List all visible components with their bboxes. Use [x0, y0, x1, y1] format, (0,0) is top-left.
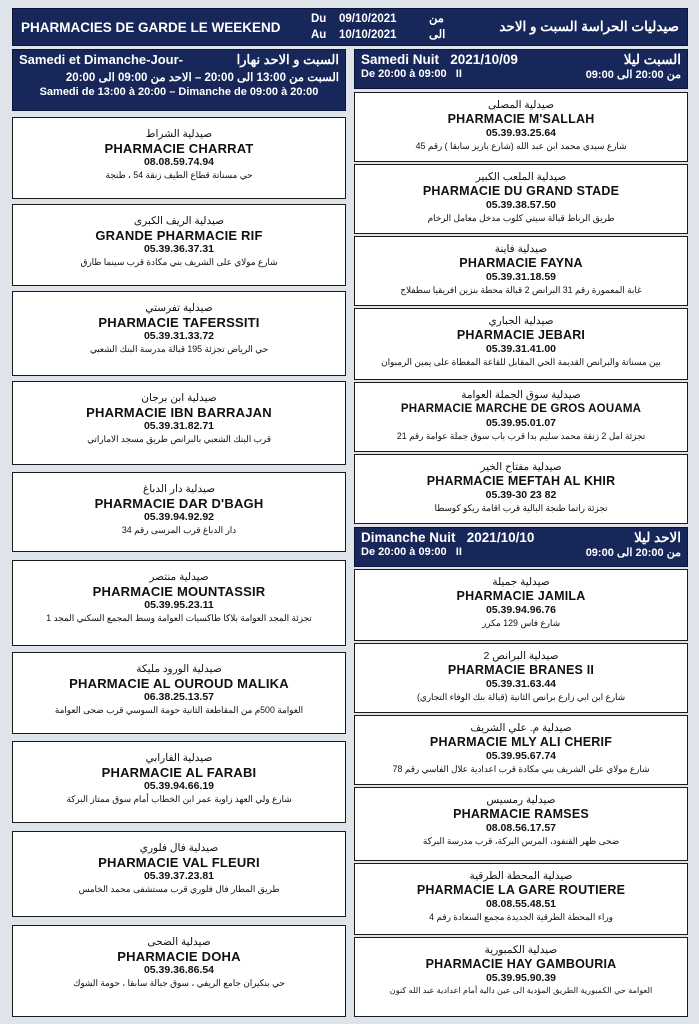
pharmacy-name-fr: PHARMACIE HAY GAMBOURIA: [425, 957, 617, 971]
pharmacy-name-ar: صيدلية ابن برجان: [141, 392, 217, 404]
sat-night-sep: II: [455, 68, 462, 80]
pharmacy-name-fr: PHARMACIE RAMSES: [453, 807, 589, 821]
sat-night-date: 2021/10/09: [450, 52, 518, 67]
pharmacy-card: [354, 236, 688, 306]
pharmacy-card: [12, 117, 346, 199]
pharmacy-card: [12, 560, 346, 646]
pharmacy-card: [354, 937, 688, 1017]
pharmacy-phone: 06.38.25.13.57: [143, 691, 215, 703]
pharmacy-name-ar: صيدلية الشراط: [145, 128, 213, 140]
pharmacy-name-ar: صيدلية مفتاح الخير: [480, 461, 562, 473]
pharmacy-name-ar: صيدلية رمسيس: [486, 794, 556, 806]
sun-night-sep: II: [455, 546, 462, 558]
pharmacy-phone: 05.39.95.90.39: [485, 972, 557, 984]
pharmacy-address: شارع ولي العهد زاوية عمر ابن الخطاب أمام سوق ممتاز البركة: [66, 794, 292, 804]
pharmacy-name-ar: صيدلية الورود مليكة: [136, 663, 222, 675]
pharmacy-phone: 05.39.31.33.72: [143, 330, 215, 342]
sun-night-title-ar: الاحد ليلا: [634, 530, 681, 545]
pharmacy-phone: 05.39.36.86.54: [143, 964, 215, 976]
pharmacy-address: حي الرياض تجزئة 195 قبالة مدرسة البنك الشعبي: [89, 344, 269, 354]
sat-night-title-ar: السبت ليلا: [623, 52, 681, 67]
pharmacy-name-fr: PHARMACIE IBN BARRAJAN: [86, 405, 272, 420]
pharmacy-address: حي بنكيران جامع الريفي ، سوق جبالة سابقا ، حومة الشوك: [73, 978, 285, 988]
pharmacy-address: العوامة حي الكمبورية الطريق المؤدية الى عين دالية أمام اعدادية عبد الله كنون: [389, 986, 653, 995]
pharmacy-name-fr: PHARMACIE AL OUROUD MALIKA: [69, 676, 289, 691]
pharmacy-address: ضحى ظهر القنفود، المرس البركة، قرب مدرسة البركة: [422, 836, 620, 846]
pharmacy-name-fr: PHARMACIE AL FARABI: [101, 765, 257, 780]
pharmacy-name-ar: صيدلية الريف الكبرى: [133, 215, 225, 227]
pharmacy-name-fr: PHARMACIE DAR D'BAGH: [94, 496, 264, 511]
pharmacy-name-ar: صيدلية فال فلوري: [139, 842, 219, 854]
pharmacy-card: [354, 308, 688, 380]
pharmacy-phone: 05.39.93.25.64: [485, 127, 557, 139]
pharmacy-phone: 05.39.31.41.00: [485, 343, 557, 355]
pharmacy-name-fr: PHARMACIE DOHA: [117, 949, 241, 964]
pharmacy-address: دار الدباغ قرب المرسى رقم 34: [121, 525, 237, 535]
day-hours-ar: السبت من 13:00 الى 20:00 – الاحد من 09:00 الى 20:00: [65, 72, 339, 84]
pharmacy-card: [354, 715, 688, 785]
du-ar: من: [429, 13, 444, 25]
pharmacy-phone: 05.39.36.37.31: [143, 243, 215, 255]
pharmacy-card: [354, 382, 688, 452]
pharmacy-name-ar: صيدلية م. علي الشريف: [470, 722, 572, 734]
pharmacy-name-fr: PHARMACIE CHARRAT: [104, 141, 254, 156]
pharmacy-name-fr: PHARMACIE VAL FLEURI: [98, 855, 260, 870]
saturday-night-header: [354, 49, 688, 89]
pharmacy-name-fr: GRANDE PHARMACIE RIF: [95, 228, 263, 243]
pharmacy-address: تجزئة المجد العوامة بلاكا طاكسيات العوامة وسط المجمع السكني المجد 1: [46, 613, 312, 623]
pharmacy-phone: 05.39.95.01.07: [485, 417, 557, 429]
pharmacy-card: [12, 472, 346, 552]
pharmacy-card: [12, 204, 346, 286]
pharmacy-card: [354, 92, 688, 162]
pharmacy-address: قرب البنك الشعبي بالبرانص طريق مسجد الاماراتي: [87, 434, 271, 444]
pharmacy-phone: 05.39.38.57.50: [485, 199, 557, 211]
pharmacy-name-fr: PHARMACIE MARCHE DE GROS AOUAMA: [400, 403, 642, 415]
day-title-fr: Samedi et Dimanche-Jour-: [19, 52, 183, 67]
du-label: Du: [311, 13, 327, 25]
header-title-fr: PHARMACIES DE GARDE LE WEEKEND: [21, 19, 281, 35]
pharmacy-card: [12, 381, 346, 465]
pharmacy-name-ar: صيدلية البرانص 2: [483, 650, 559, 662]
pharmacy-phone: 05.39.94.92.92: [143, 511, 215, 523]
pharmacy-card: [12, 925, 346, 1017]
pharmacy-name-fr: PHARMACIE BRANES II: [447, 663, 595, 677]
pharmacy-name-ar: صيدلية الفارابي: [145, 752, 213, 764]
pharmacy-address: العوامة 500م من المقاطعة الثانية حومة السوسي قرب ضحى العوامة: [54, 705, 304, 715]
pharmacy-address: طريق الرباط قبالة سيتي كلوب مدخل معامل الرخام: [427, 213, 615, 223]
pharmacy-name-ar: صيدلية الجباري: [488, 315, 554, 327]
pharmacy-name-fr: PHARMACIE DU GRAND STADE: [422, 184, 620, 198]
pharmacy-address: حي مسناتة قطاع الطيف زنقة 54 ، طنجة: [105, 170, 253, 180]
pharmacy-name-fr: PHARMACIE FAYNA: [459, 256, 583, 270]
pharmacy-name-ar: صيدلية الضحى: [147, 936, 211, 948]
pharmacy-phone: 05.39.94.66.19: [143, 780, 215, 792]
pharmacy-address: غابة المعمورة رقم 31 البرانص 2 قبالة محطة بنزين افريقيا سطفلاج: [400, 285, 642, 295]
du-date: 09/10/2021: [339, 13, 397, 25]
pharmacy-name-ar: صيدلية دار الدباغ: [142, 483, 216, 495]
sun-night-hours-ar: من 20:00 الى 09:00: [585, 547, 681, 559]
pharmacy-address: شارع ابن ابي زارع برانص الثانية (قبالة بنك الوفاء التجاري): [416, 692, 626, 702]
pharmacy-address: وراء المحطة الطرقية الجديدة مجمع السعادة رقم 4: [429, 912, 613, 922]
pharmacy-phone: 08.08.56.17.57: [485, 822, 557, 834]
pharmacy-name-fr: PHARMACIE LA GARE ROUTIERE: [416, 883, 626, 897]
pharmacy-phone: 08.08.55.48.51: [485, 898, 557, 910]
sat-night-hours-ar: من 20:00 الى 09:00: [585, 69, 681, 81]
sat-night-title-fr: Samedi Nuit: [361, 52, 440, 67]
day-section-header: [12, 49, 346, 111]
pharmacy-phone: 05.39.94.96.76: [485, 604, 557, 616]
pharmacy-phone: 05.39-30 23 82: [485, 489, 557, 501]
au-date: 10/10/2021: [339, 29, 397, 41]
pharmacy-card: [354, 787, 688, 861]
pharmacy-address: تجزئة امل 2 زنقة محمد سليم بدا قرب باب سوق جملة عوامة رقم 21: [396, 431, 646, 441]
pharmacy-card: [354, 454, 688, 524]
pharmacy-card: [354, 569, 688, 641]
pharmacy-address: شارع سيدي محمد ابن عبد الله (شارع باريز سابقا ) رقم 45: [415, 141, 627, 151]
sun-night-date: 2021/10/10: [466, 530, 535, 545]
pharmacy-card: [354, 164, 688, 234]
au-ar: الى: [429, 29, 446, 41]
pharmacy-name-ar: صيدلية تفرستي: [145, 302, 213, 314]
header-title-ar: صيدليات الحراسة السبت و الاحد: [499, 19, 679, 34]
pharmacy-address: تجزئة راتما طنجة البالية قرب اقامة ريكو كوسطا: [434, 503, 608, 513]
pharmacy-name-ar: صيدلية جميلة: [492, 576, 550, 588]
sun-night-title-fr: Dimanche Nuit: [361, 530, 456, 545]
pharmacy-phone: 05.39.37.23.81: [143, 870, 215, 882]
pharmacy-name-fr: PHARMACIE JEBARI: [456, 328, 586, 342]
pharmacy-phone: 08.08.59.74.94: [143, 156, 215, 168]
sat-night-hours-fr: De 20:00 à 09:00: [361, 68, 447, 80]
pharmacy-name-ar: صيدلية المصلى: [487, 99, 555, 111]
pharmacy-card: [354, 863, 688, 935]
pharmacy-card: [12, 652, 346, 734]
day-title-ar: السبت و الاحد نهارا: [236, 52, 339, 67]
pharmacy-card: [12, 741, 346, 823]
pharmacy-phone: 05.39.31.82.71: [143, 420, 215, 432]
pharmacy-name-ar: صيدلية الملعب الكبير: [475, 171, 567, 183]
pharmacy-address: شارع مولاي علي الشريف بني مكادة قرب اعدادية علال الفاسي رقم 78: [392, 764, 650, 774]
page-header: [12, 8, 688, 46]
pharmacy-name-ar: صيدلية منتصر: [149, 571, 209, 583]
pharmacy-name-ar: صيدلية الكمبورية: [484, 944, 558, 956]
pharmacy-name-fr: PHARMACIE TAFERSSITI: [98, 315, 260, 330]
pharmacy-name-ar: صيدلية سوق الجملة العوامة: [461, 389, 581, 401]
pharmacy-name-fr: PHARMACIE MOUNTASSIR: [92, 584, 266, 599]
pharmacy-address: شارع فاس 129 مكرر: [482, 618, 560, 628]
pharmacy-name-fr: PHARMACIE JAMILA: [456, 589, 586, 603]
au-label: Au: [311, 29, 327, 41]
pharmacy-phone: 05.39.31.63.44: [485, 678, 557, 690]
pharmacy-card: [12, 291, 346, 376]
pharmacy-phone: 05.39.31.18.59: [485, 271, 557, 283]
pharmacy-phone: 05.39.95.67.74: [485, 750, 557, 762]
pharmacy-card: [12, 831, 346, 917]
pharmacy-address: طريق المطار فال فلوري قرب مستشفى محمد الخامس: [78, 884, 280, 894]
pharmacy-phone: 05.39.95.23.11: [144, 599, 214, 611]
pharmacy-card: [354, 643, 688, 713]
pharmacy-name-fr: PHARMACIE MEFTAH AL KHIR: [426, 474, 616, 488]
header-dates: [311, 11, 459, 43]
pharmacy-name-ar: صيدلية المحطة الطرقية: [469, 870, 573, 882]
sunday-night-header: [354, 527, 688, 567]
pharmacy-address: بين مسناتة والبرانص القديمة الحي المقابل للقاعة المغطاة على يمين الرمبوان: [381, 357, 661, 367]
pharmacy-name-fr: PHARMACIE M'SALLAH: [447, 112, 595, 126]
day-hours-fr: Samedi de 13:00 à 20:00 – Dimanche de 09:00 à 20:00: [39, 86, 319, 98]
pharmacy-address: شارع مولاي على الشريف بني مكادة قرب سينما طارق: [80, 257, 278, 267]
pharmacy-name-fr: PHARMACIE MLY ALI CHERIF: [429, 735, 613, 749]
sun-night-hours-fr: De 20:00 à 09:00: [361, 546, 447, 558]
pharmacy-name-ar: صيدلية فاينة: [494, 243, 548, 255]
